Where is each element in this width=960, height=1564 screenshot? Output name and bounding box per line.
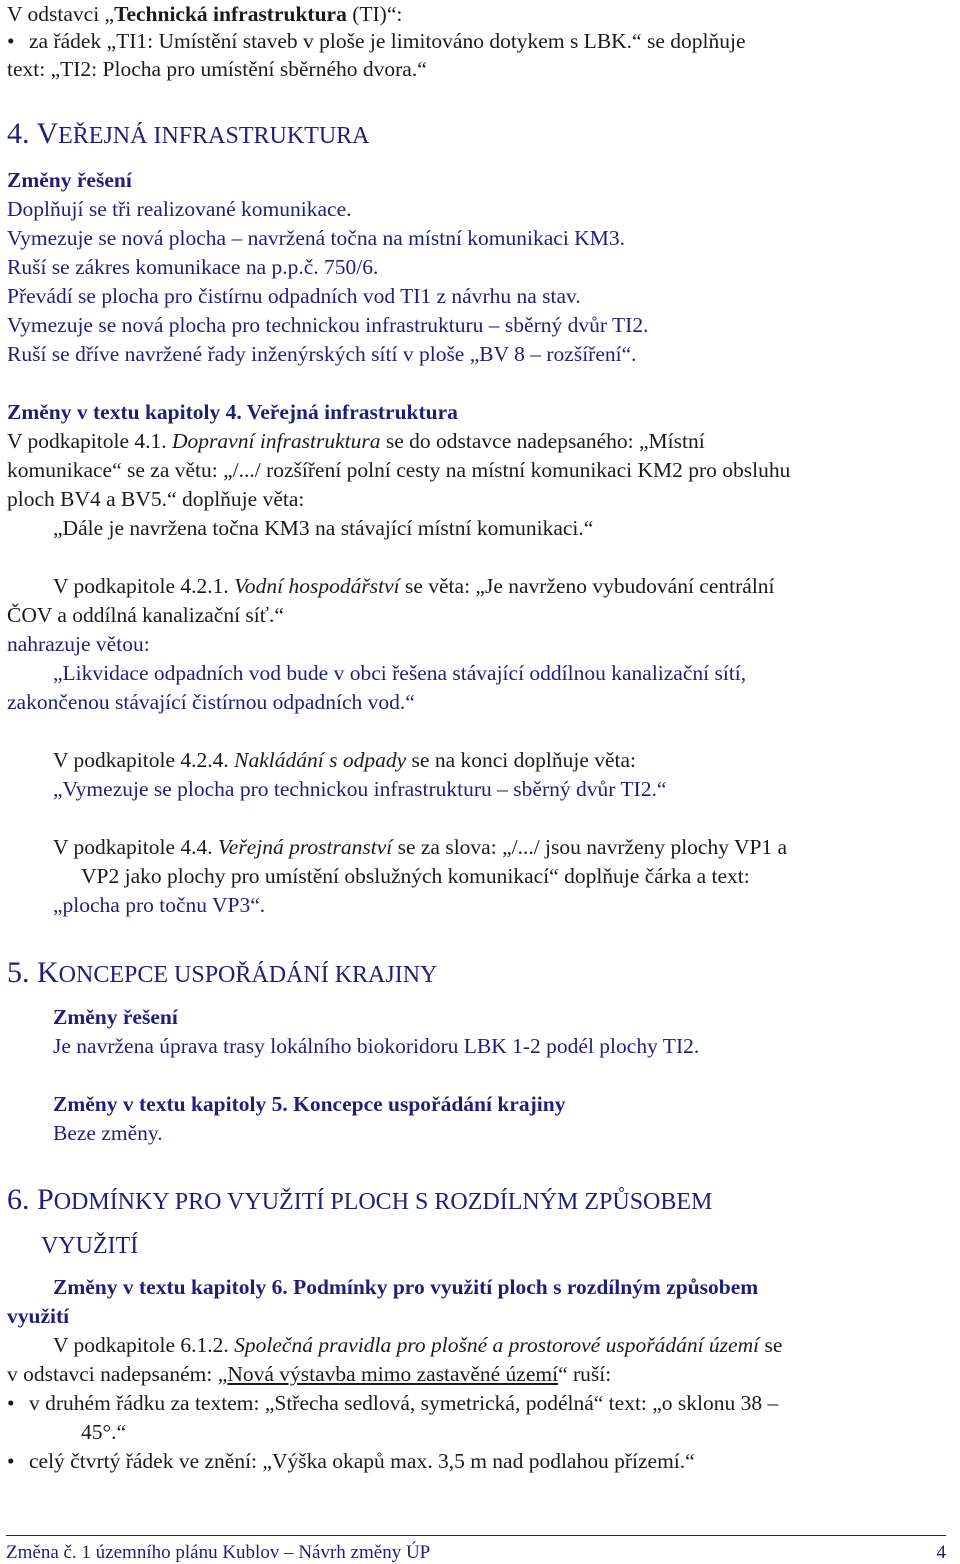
change-line: Vymezuje se nová plocha – navržená točna na místní komunikaci KM3. bbox=[7, 226, 625, 250]
heading-section-6-cont bbox=[41, 1226, 138, 1264]
subheading-text-changes: Změny v textu kapitoly 5. Koncepce uspořádání krajiny bbox=[53, 1092, 566, 1116]
heading-rest: EŘEJNÁ INFRASTRUKTURA bbox=[58, 123, 370, 149]
heading-section-5 bbox=[7, 955, 437, 993]
text-run: V odstavci „ bbox=[7, 2, 115, 26]
heading-cap: K bbox=[37, 956, 59, 989]
paragraph-line: nahrazuje větou: bbox=[7, 632, 150, 656]
text-run: V podkapitole 4.2.1. bbox=[53, 574, 235, 598]
subheading-changes: Změny řešení bbox=[53, 1005, 178, 1029]
bullet-text: za řádek „TI1: Umístění staveb v ploše je limitováno dotykem s LBK.“ se doplňuje bbox=[29, 29, 746, 53]
heading-section-6 bbox=[7, 1182, 712, 1220]
bullet-icon: • bbox=[7, 1391, 15, 1415]
footer-title: Změna č. 1 územního plánu Kublov – Návrh změny ÚP bbox=[6, 1542, 431, 1563]
bullet-item bbox=[7, 27, 746, 56]
subheading-text-changes: Změny v textu kapitoly 6. Podmínky pro využití ploch s rozdílným způsobem bbox=[53, 1275, 759, 1299]
quoted-sentence: „Dále je navržena točna KM3 na stávající místní komunikaci.“ bbox=[53, 516, 594, 540]
paragraph-4-2-1 bbox=[53, 572, 775, 601]
paragraph-line: Beze změny. bbox=[53, 1121, 163, 1145]
paragraph-line: ČOV a oddílná kanalizační síť.“ bbox=[7, 603, 284, 627]
change-line: Doplňují se tři realizované komunikace. bbox=[7, 197, 352, 221]
bullet-text: celý čtvrtý řádek ve znění: „Výška okapů max. 3,5 m nad podlahou přízemí.“ bbox=[29, 1449, 695, 1473]
change-line: Vymezuje se nová plocha pro technickou infrastrukturu – sběrný dvůr TI2. bbox=[7, 313, 649, 337]
heading-section-4 bbox=[7, 116, 370, 154]
page-footer bbox=[6, 1535, 946, 1564]
bullet-icon: • bbox=[7, 1449, 15, 1473]
underlined-text: Nová výstavba mimo zastavěné území bbox=[227, 1362, 559, 1386]
subheading-text-changes: Změny v textu kapitoly 4. Veřejná infrastruktura bbox=[7, 400, 458, 424]
heading-number: 4. bbox=[7, 117, 37, 150]
subheading-text-changes-cont: využití bbox=[7, 1304, 70, 1328]
quoted-sentence: „Vymezuje se plocha pro technickou infrastrukturu – sběrný dvůr TI2.“ bbox=[53, 777, 667, 801]
paragraph-6-1-2 bbox=[53, 1331, 782, 1360]
change-line: Ruší se zákres komunikace na p.p.č. 750/6. bbox=[7, 255, 379, 279]
italic-text: Dopravní infrastruktura bbox=[172, 429, 381, 453]
quoted-sentence: „plocha pro točnu VP3“. bbox=[53, 893, 266, 917]
italic-text: Nakládání s odpady bbox=[234, 748, 407, 772]
change-line: Ruší se dříve navržené řady inženýrských sítí v ploše „BV 8 – rozšíření“. bbox=[7, 342, 637, 366]
heading-number: 6. bbox=[7, 1183, 37, 1216]
bullet-item bbox=[7, 1447, 695, 1476]
ti-paragraph-intro bbox=[7, 0, 402, 29]
text-run: se do odstavce nadepsaného: „Místní bbox=[380, 429, 705, 453]
change-line: Je navržena úprava trasy lokálního biokoridoru LBK 1-2 podél plochy TI2. bbox=[53, 1034, 700, 1058]
quoted-sentence: „Likvidace odpadních vod bude v obci řešena stávající oddílnou kanalizační sítí, bbox=[53, 661, 747, 685]
text-run: V podkapitole 4.1. bbox=[7, 429, 173, 453]
paragraph-line: komunikace“ se za větu: „/.../ rozšíření polní cesty na místní komunikaci KM2 pro obsluhu bbox=[7, 458, 791, 482]
bullet-text-continuation: 45°.“ bbox=[81, 1420, 127, 1444]
italic-text: Veřejná prostranství bbox=[218, 835, 393, 859]
heading-rest: ODMÍNKY PRO VYUŽITÍ PLOCH S ROZDÍLNÝM ZPŮSOBEM bbox=[53, 1189, 713, 1215]
bold-text: Technická infrastruktura bbox=[114, 2, 347, 26]
text-run: V podkapitole 6.1.2. bbox=[53, 1333, 235, 1357]
bullet-text-continuation: text: „TI2: Plocha pro umístění sběrného dvora.“ bbox=[7, 57, 427, 81]
text-run: se bbox=[759, 1333, 783, 1357]
page-number: 4 bbox=[936, 1542, 946, 1563]
bullet-item bbox=[7, 1389, 778, 1418]
change-line: Převádí se plocha pro čistírnu odpadních vod TI1 z návrhu na stav. bbox=[7, 284, 581, 308]
text-run: se věta: „Je navrženo vybudování centrální bbox=[399, 574, 775, 598]
paragraph-4-2-4 bbox=[53, 746, 636, 775]
quoted-sentence-continuation: zakončenou stávající čistírnou odpadních vod.“ bbox=[7, 690, 415, 714]
subheading-changes: Změny řešení bbox=[7, 168, 132, 192]
heading-rest: ONCEPCE USPOŘÁDÁNÍ KRAJINY bbox=[58, 962, 438, 988]
italic-text: Společná pravidla pro plošné a prostorové uspořádání území bbox=[234, 1333, 760, 1357]
text-run: V podkapitole 4.4. bbox=[53, 835, 219, 859]
heading-cap: V bbox=[36, 117, 59, 150]
text-run: (TI)“: bbox=[346, 2, 403, 26]
text-run: V podkapitole 4.2.4. bbox=[53, 748, 235, 772]
text-run: se za slova: „/.../ jsou navrženy plochy VP1 a bbox=[392, 835, 788, 859]
bullet-icon: • bbox=[7, 29, 15, 53]
paragraph-line: ploch BV4 a BV5.“ doplňuje věta: bbox=[7, 487, 305, 511]
paragraph-line: VP2 jako plochy pro umístění obslužných komunikací“ doplňuje čárka a text: bbox=[81, 864, 750, 888]
paragraph-4-4 bbox=[53, 833, 787, 862]
text-run: “ ruší: bbox=[558, 1362, 612, 1386]
text-run: se na konci doplňuje věta: bbox=[406, 748, 637, 772]
heading-rest: VYUŽITÍ bbox=[41, 1233, 139, 1259]
heading-cap: P bbox=[37, 1183, 54, 1216]
heading-number: 5. bbox=[7, 956, 37, 989]
paragraph-4-1 bbox=[7, 427, 705, 456]
paragraph-line bbox=[7, 1360, 611, 1389]
italic-text: Vodní hospodářství bbox=[234, 574, 400, 598]
text-run: v odstavci nadepsaném: „ bbox=[7, 1362, 228, 1386]
bullet-text: v druhém řádku za textem: „Střecha sedlová, symetrická, podélná“ text: „o sklonu 38 – bbox=[29, 1391, 779, 1415]
